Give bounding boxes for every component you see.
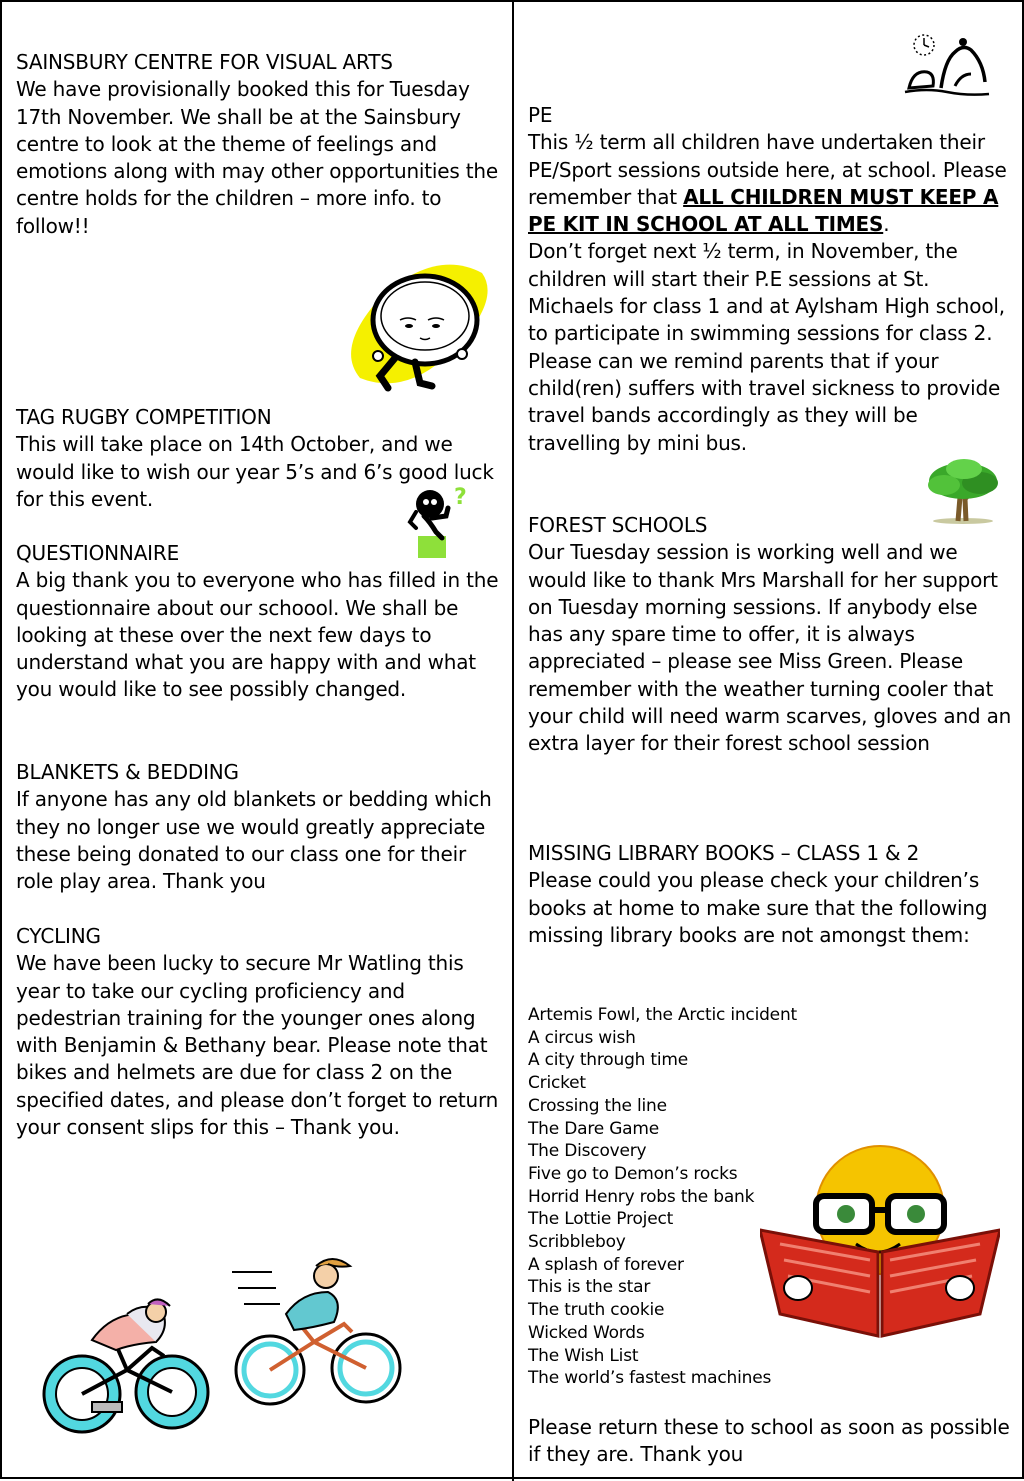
rugby-ball-character-icon (340, 258, 495, 400)
list-item: Five go to Demon’s rocks (528, 1163, 738, 1184)
list-item: The world’s fastest machines (528, 1368, 772, 1389)
closing-text: Please return these to school as soon as possible if they are. Thank you (528, 1415, 1010, 1467)
section-questionnaire (16, 540, 506, 704)
list-item: Crossing the line (528, 1095, 667, 1116)
list-item: The Wish List (528, 1345, 639, 1366)
section-body: This will take place on 14th October, and we would like to wish our year 5’s and 6’s good luck for this event. (16, 432, 494, 511)
section-blankets (16, 759, 506, 895)
pe-body-text: This ½ term all children have undertaken their PE/Sport sessions outside here, at school. Please remember that (528, 130, 1007, 209)
section-sainsbury (16, 49, 506, 240)
section-heading: SAINSBURY CENTRE FOR VISUAL ARTS (16, 50, 393, 74)
section-forest-schools (528, 512, 1012, 758)
list-item: Wicked Words (528, 1322, 645, 1343)
section-heading: CYCLING (16, 924, 101, 948)
column-divider (512, 2, 514, 1481)
swimmer-clock-icon (897, 30, 992, 102)
section-body: If anyone has any old blankets or bedding which they no longer use we would greatly appreciate these being donated to our class one for their role play area. Thank you (16, 787, 492, 894)
pe-kit-warning: ALL CHILDREN MUST KEEP A PE KIT IN SCHOOL AT ALL TIMES (528, 184, 999, 237)
list-item: The truth cookie (528, 1300, 665, 1321)
list-item: A city through time (528, 1050, 689, 1071)
section-library (528, 840, 1012, 949)
reading-smiley-icon (760, 1140, 1000, 1340)
section-heading: FOREST SCHOOLS (528, 513, 708, 537)
section-body: We have been lucky to secure Mr Watling this year to take our cycling proficiency and pedestrian training for the younger ones along with Benjamin & Bethany bear. Please note that bikes and helmets are due for class 2 on the specified dates, and please don’t forget to return your consent slips for this – Thank you. (16, 951, 499, 1140)
list-item: The Dare Game (528, 1118, 660, 1139)
list-item: A circus wish (528, 1027, 636, 1048)
list-item: Horrid Henry robs the bank (528, 1186, 755, 1207)
list-item: The Lottie Project (528, 1209, 674, 1230)
list-item: This is the star (528, 1277, 651, 1298)
section-body (528, 129, 1012, 238)
thinking-character-icon (402, 482, 472, 558)
section-heading: QUESTIONNAIRE (16, 541, 180, 565)
list-item: A splash of forever (528, 1254, 684, 1275)
list-item: Scribbleboy (528, 1232, 626, 1253)
section-body: We have provisionally booked this for Tuesday 17th November. We shall be at the Sainsbury centre to look at the theme of feelings and emotions along with may other opportunities the centre holds for the children – more info. to follow!! (16, 77, 498, 238)
section-body: Please could you please check your children’s books at home to make sure that the following missing library books are not amongst them: (528, 868, 988, 947)
list-item: Cricket (528, 1073, 586, 1094)
section-heading: PE (528, 103, 553, 127)
section-body-2: Don’t forget next ½ term, in November, the children will start their P.E sessions at St. Michaels for class 1 and at Aylsham High school, to participate in swimming sessions for class 2. Please can we remind parents that if your child(ren) suffers with travel sickness to provide travel bands accordingly as they will be travelling by mini bus. (528, 239, 1005, 455)
svg-text:?: ? (454, 485, 467, 510)
cyclists-icon (32, 1252, 412, 1442)
list-item: The Discovery (528, 1141, 647, 1162)
library-closing (528, 1414, 1012, 1469)
section-body: A big thank you to everyone who has filled in the questionnaire about our schoool. We shall be looking at these over the next few days to understand what you are happy with and what you would like to see possibly changed. (16, 568, 499, 702)
section-cycling (16, 923, 506, 1141)
section-pe (528, 102, 1012, 457)
tree-icon (920, 457, 1006, 525)
section-heading: MISSING LIBRARY BOOKS – CLASS 1 & 2 (528, 841, 920, 865)
pe-body-end: . (883, 212, 890, 237)
section-heading: TAG RUGBY COMPETITION (16, 405, 272, 429)
list-item: Artemis Fowl, the Arctic incident (528, 1005, 797, 1025)
section-heading: BLANKETS & BEDDING (16, 760, 239, 784)
section-body: Our Tuesday session is working well and we would like to thank Mrs Marshall for her support on Tuesday morning sessions. If anybody else has any spare time to offer, it is always appreciated – please see Miss Green. Please remember with the weather turning cooler that your child will need warm scarves, gloves and an extra layer for their forest school session (528, 540, 1012, 756)
